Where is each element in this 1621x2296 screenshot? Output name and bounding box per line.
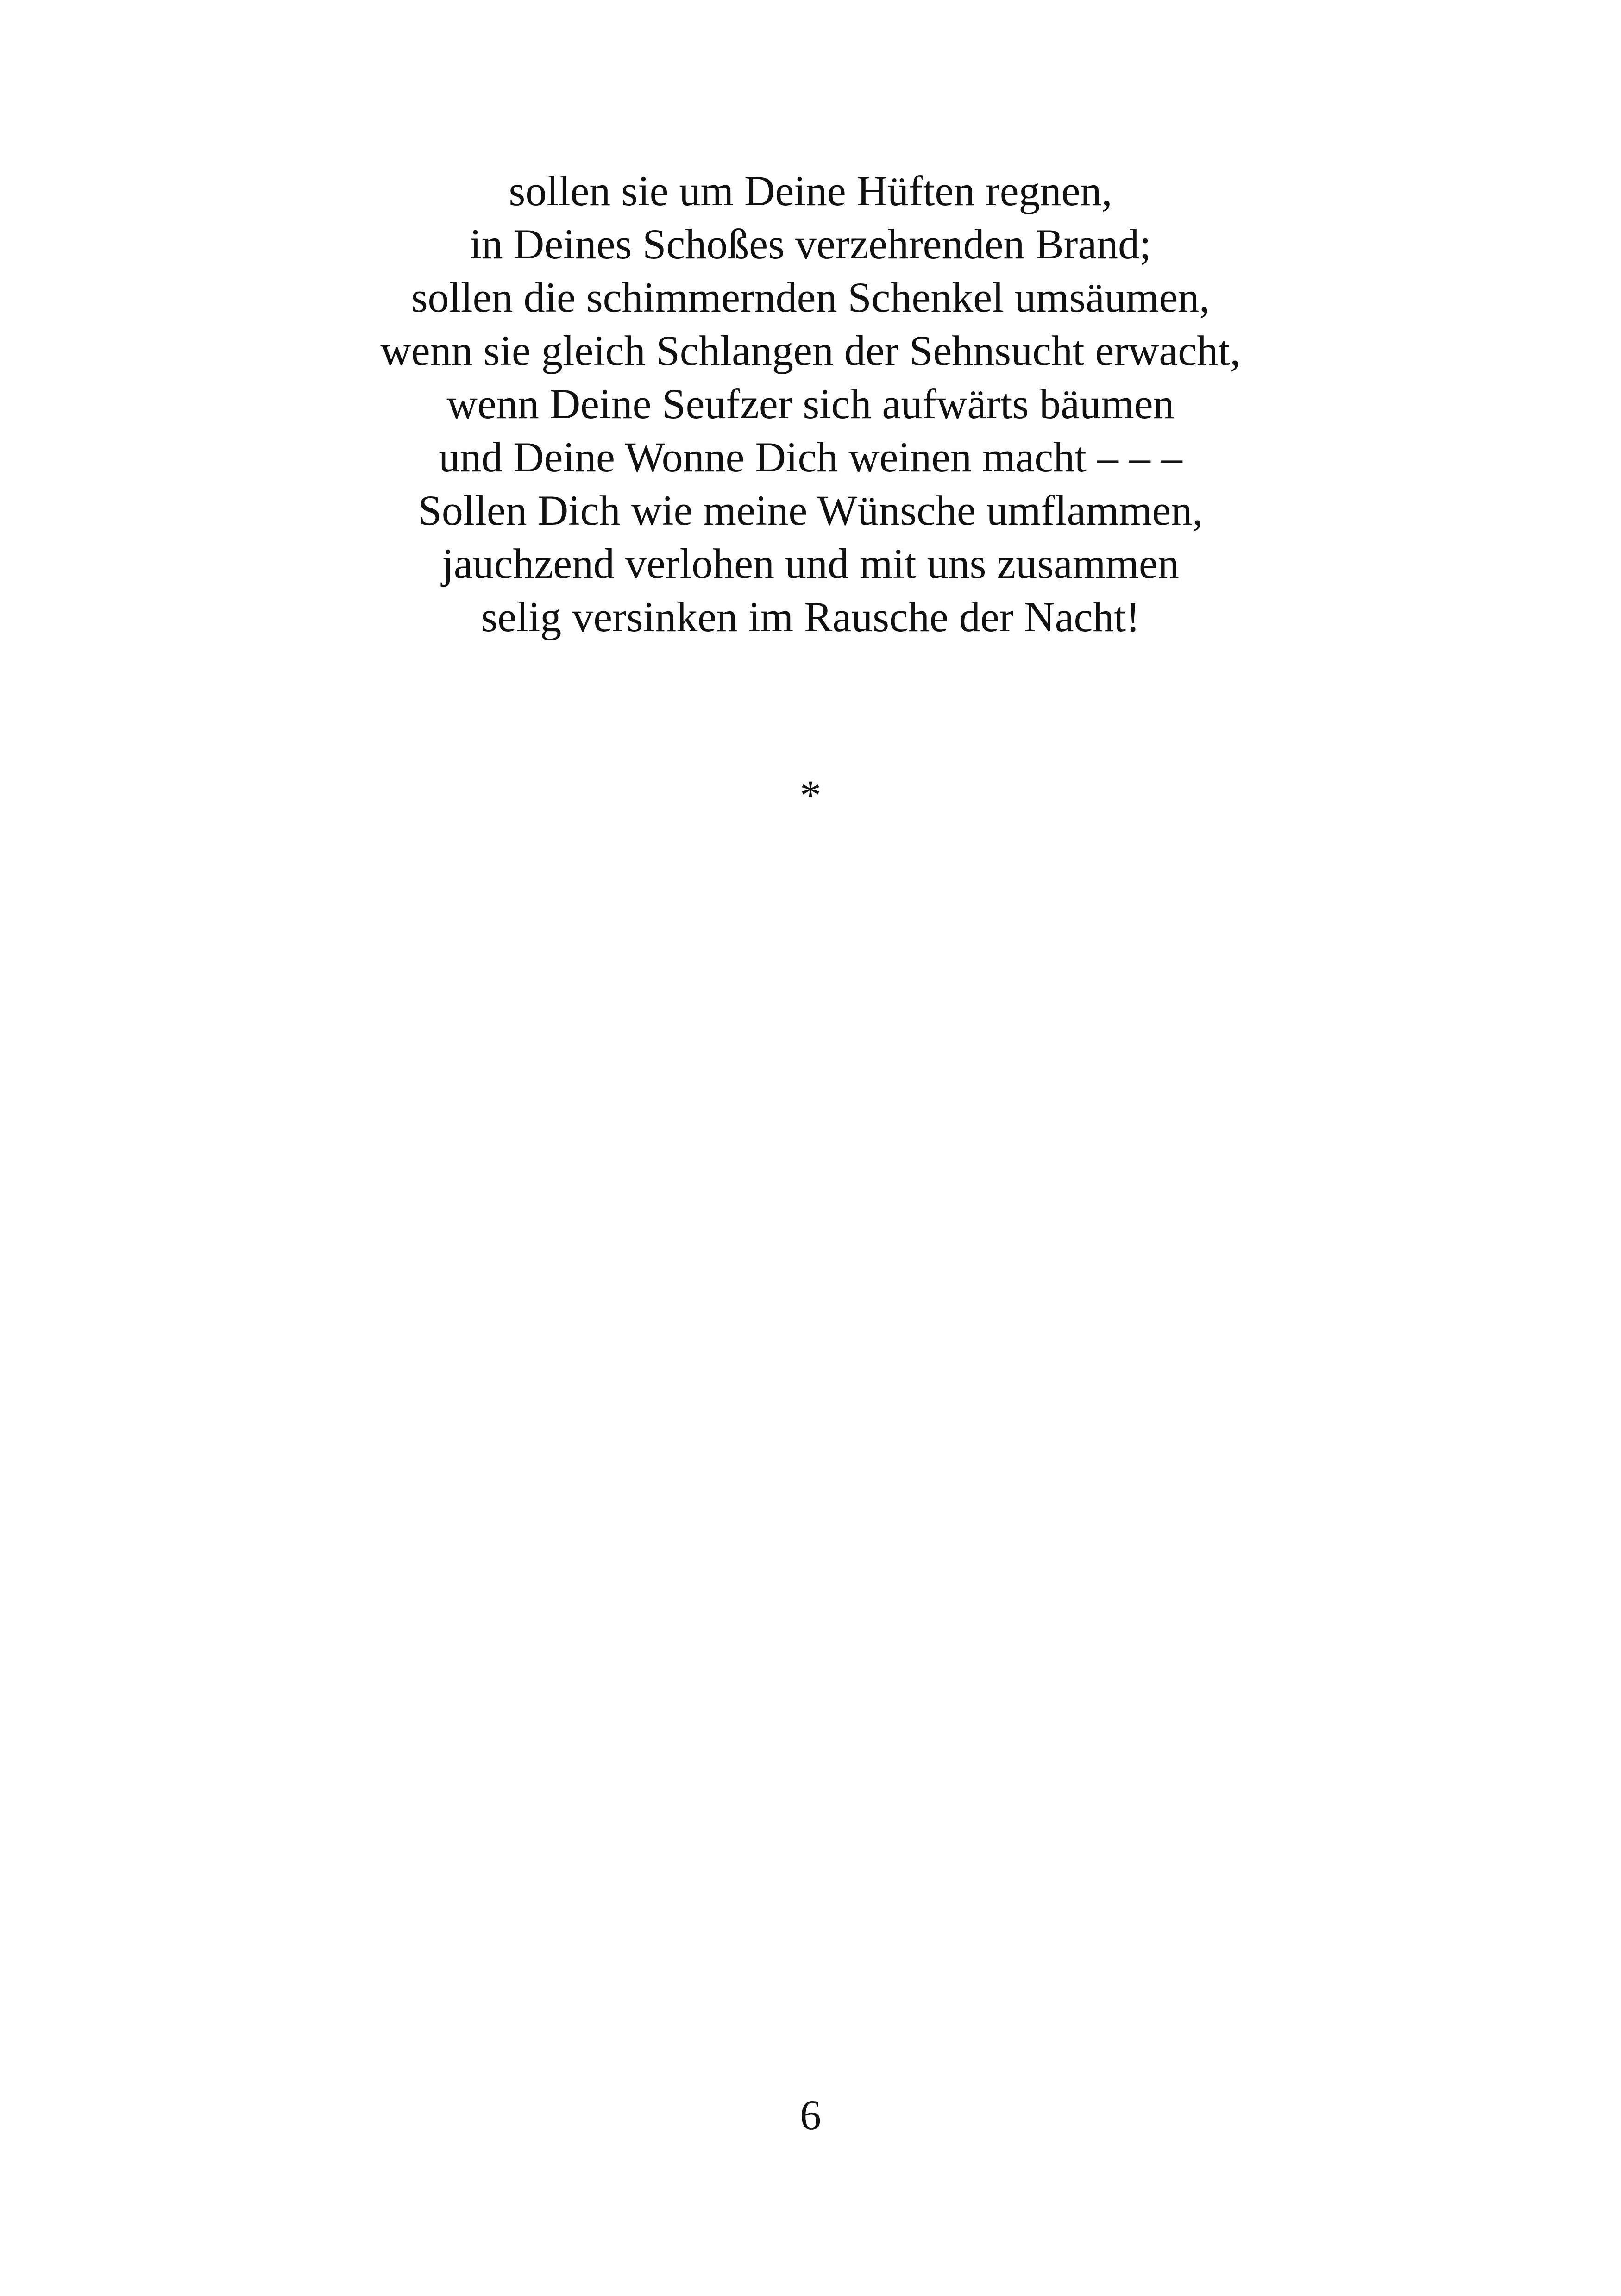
page-number: 6 xyxy=(800,2091,821,2139)
poem-line: sollen die schimmernden Schenkel umsäumen, xyxy=(411,274,1210,321)
poem-line: wenn Deine Seufzer sich aufwärts bäumen xyxy=(446,380,1175,427)
poem-line: selig versinken im Rausche der Nacht! xyxy=(481,593,1140,640)
section-separator: * xyxy=(800,772,821,819)
poem-line: und Deine Wonne Dich weinen macht – – – xyxy=(439,433,1182,481)
poem-line: wenn sie gleich Schlangen der Sehnsucht erwacht, xyxy=(380,327,1241,374)
poem-stanza xyxy=(0,164,1621,644)
poem-line: sollen sie um Deine Hüften regnen, xyxy=(509,167,1112,214)
poem-line: Sollen Dich wie meine Wünsche umflammen, xyxy=(418,487,1203,534)
poem-line: in Deines Schoßes verzehrenden Brand; xyxy=(470,220,1151,268)
poem-line: jauchzend verlohen und mit uns zusammen xyxy=(442,540,1179,587)
